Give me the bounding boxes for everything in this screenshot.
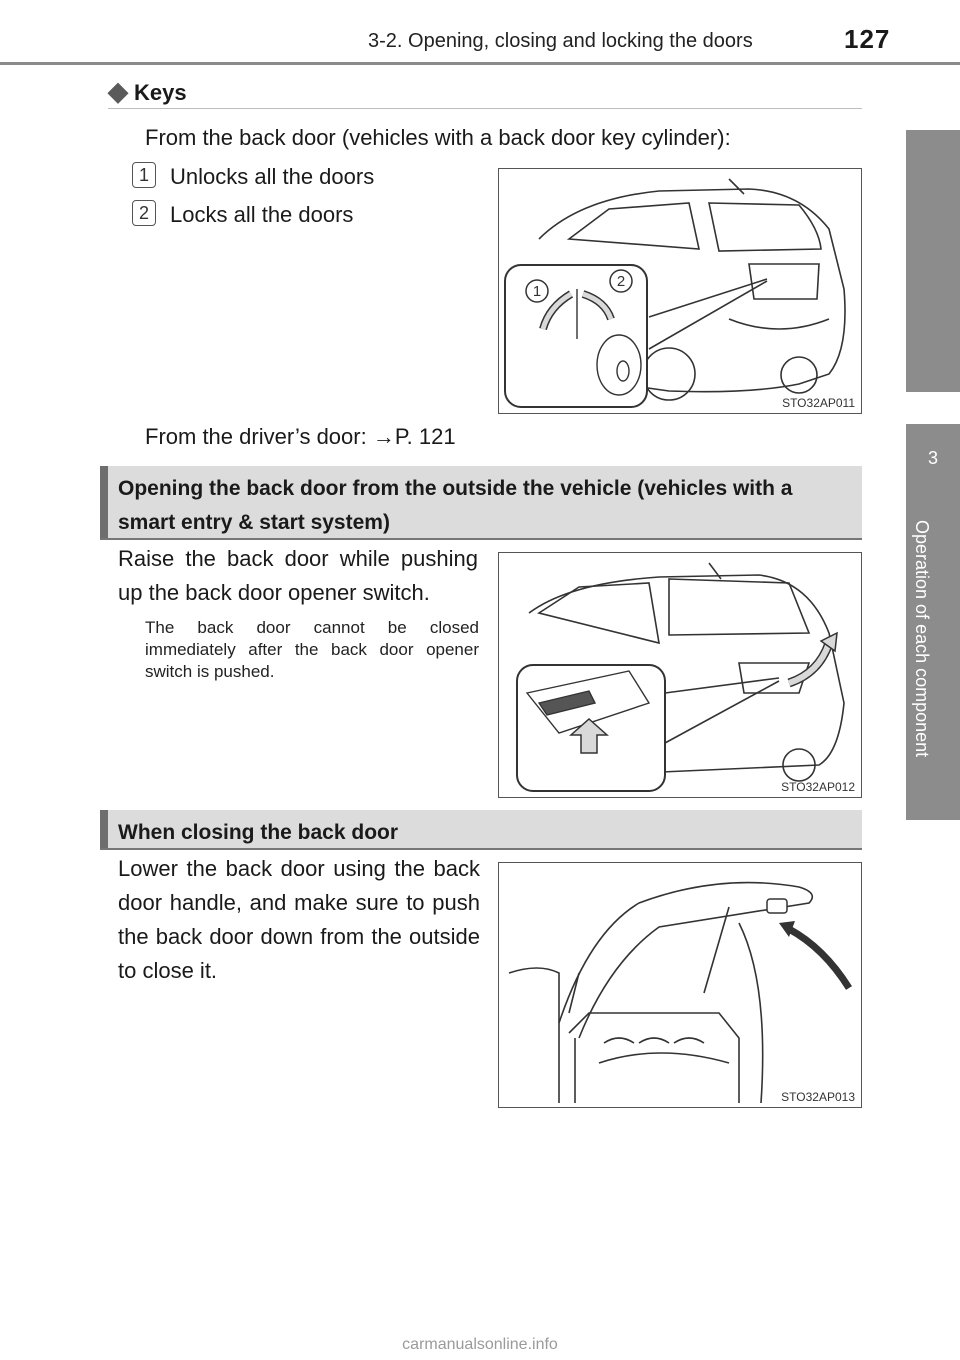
figure-code: STO32AP013 — [781, 1090, 855, 1104]
driver-door-reference: From the driver’s door: →P. 121 — [145, 424, 456, 449]
side-tab-upper — [906, 130, 960, 392]
watermark: carmanualsonline.info — [402, 1336, 558, 1353]
diamond-icon: ◆ — [108, 76, 128, 106]
section-heading-closing: When closing the back door — [100, 810, 862, 848]
step-badge: 2 — [132, 200, 156, 226]
callout-2: 2 — [616, 273, 626, 290]
keys-intro: From the back door (vehicles with a back door key cylinder): — [145, 125, 731, 150]
opening-instruction: Raise the back door while pushing up the back door opener switch. — [118, 546, 478, 605]
keys-steps — [132, 160, 472, 240]
figure-code: STO32AP011 — [782, 396, 855, 410]
header-rule — [0, 62, 960, 65]
section-title: 3-2. Opening, closing and locking the doors — [368, 30, 753, 52]
step-text: Unlocks all the doors — [170, 164, 375, 189]
car-rear-key-illustration — [499, 169, 861, 413]
back-door-opener-illustration — [499, 553, 861, 797]
page-number: 127 — [844, 24, 891, 54]
step-badge: 1 — [132, 162, 156, 188]
figure-code: STO32AP012 — [781, 780, 855, 794]
opening-note: The back door cannot be closed immediately after the back door opener switch is pushed. — [145, 618, 479, 681]
keys-heading — [108, 76, 187, 107]
figure-closing-back-door — [498, 862, 862, 1108]
callout-1: 1 — [532, 283, 542, 300]
figure-back-door-opener — [498, 552, 862, 798]
keys-title: Keys — [134, 80, 187, 105]
step-text: Locks all the doors — [170, 202, 354, 227]
chapter-number: 3 — [927, 448, 938, 468]
section-heading-opening: Opening the back door from the outside the vehicle (vehicles with a smart entry & start system) — [100, 466, 862, 538]
chapter-title: Operation of each component — [912, 520, 932, 758]
section-rule — [100, 848, 862, 850]
section-rule — [100, 538, 862, 540]
keys-rule — [108, 108, 862, 109]
closing-back-door-illustration — [499, 863, 861, 1107]
figure-key-cylinder — [498, 168, 862, 414]
closing-instruction: Lower the back door using the back door handle, and make sure to push the back door down from the outside to close it. — [118, 856, 480, 983]
